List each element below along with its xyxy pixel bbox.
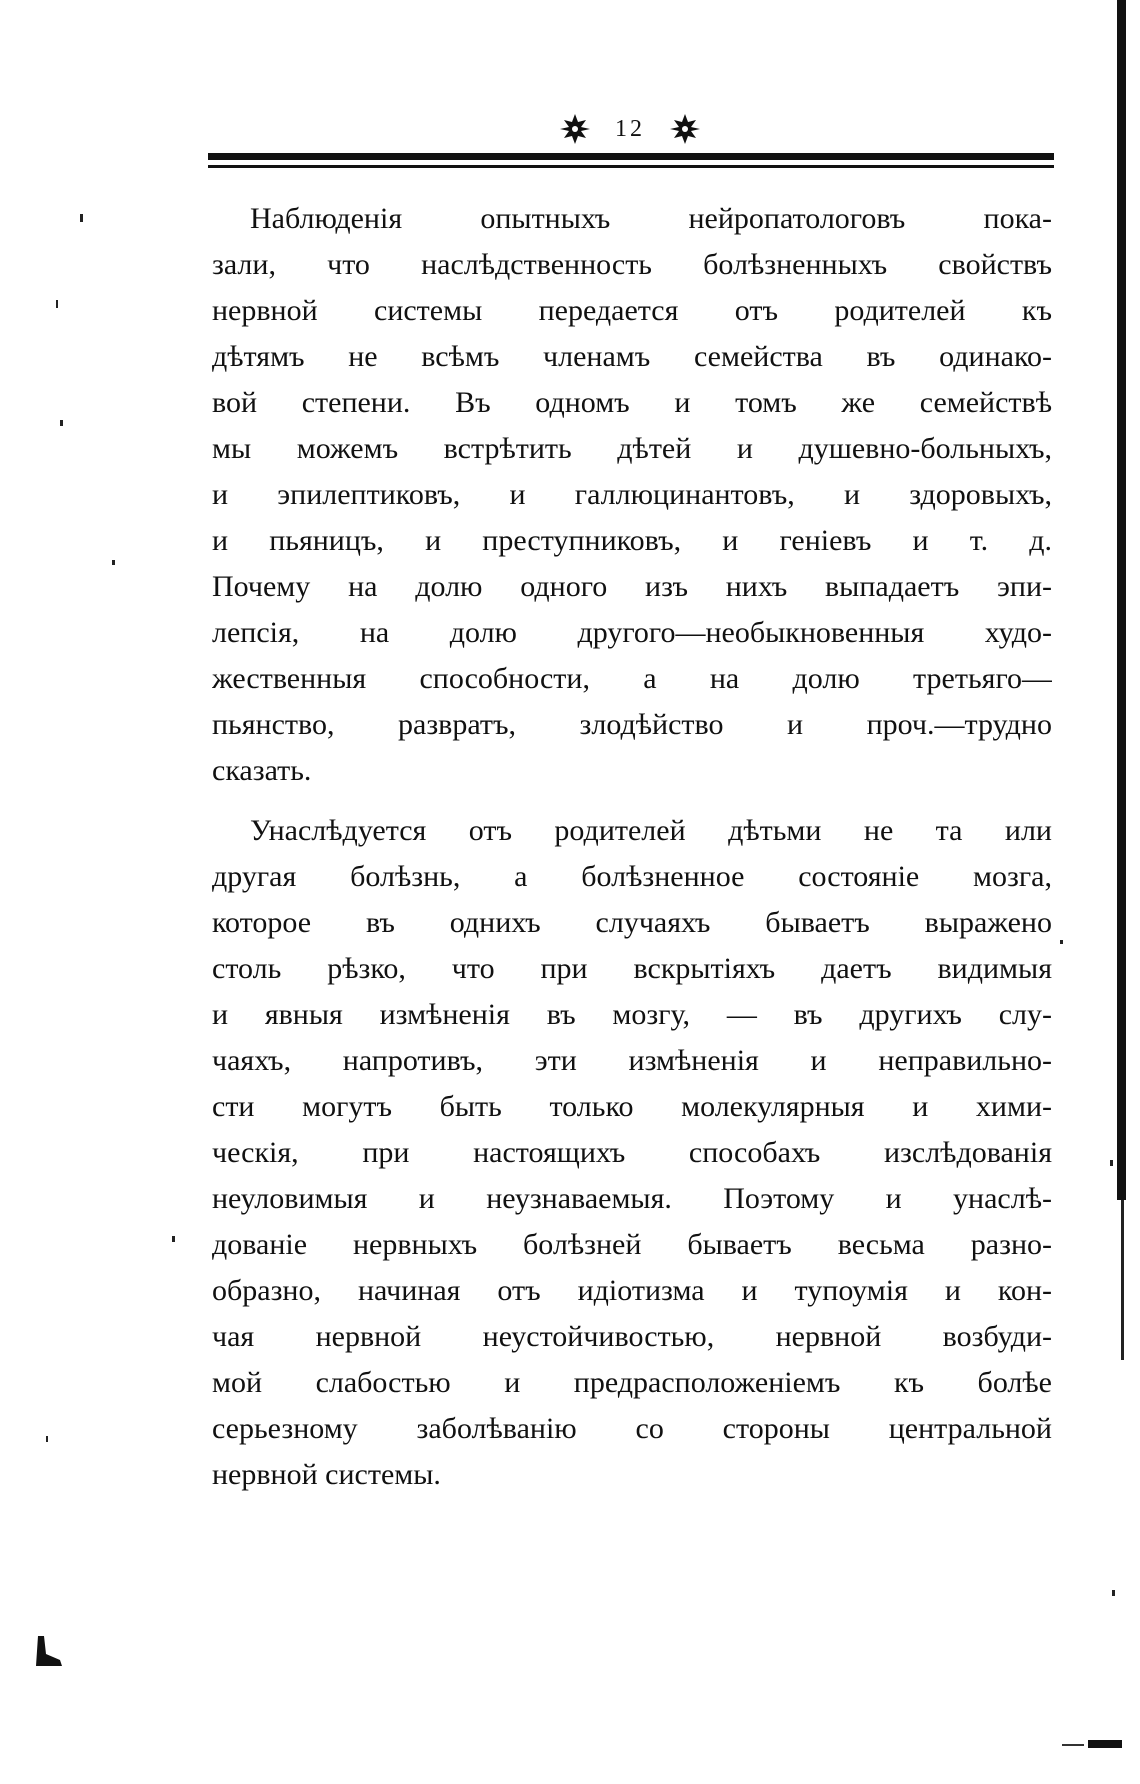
scan-speck: [80, 214, 83, 222]
scan-speck: [1060, 940, 1063, 944]
scan-speck: [1110, 1160, 1113, 1166]
scan-speck: [56, 300, 58, 308]
text-line: пьянство, развратъ, злодѣйство и проч.—трудно: [212, 708, 1052, 741]
paragraph-2: [212, 808, 1052, 1498]
text-line: чая нервной неустойчивостью, нервной возбуди-: [212, 1320, 1052, 1353]
text-line: дѣтямъ не всѣмъ членамъ семейства въ одинако-: [212, 340, 1052, 373]
page-number: 12: [615, 115, 645, 142]
fleuron-right-icon: [668, 112, 702, 146]
paragraph-1: [212, 196, 1052, 794]
scan-speck: [1112, 1590, 1115, 1596]
text-line: мы можемъ встрѣтить дѣтей и душевно-больныхъ,: [212, 432, 1052, 465]
text-line: нервной системы передается отъ родителей къ: [212, 294, 1052, 327]
fleuron-left-icon: [558, 112, 592, 146]
text-line: и пьяницъ, и преступниковъ, и геніевъ и т. д.: [212, 524, 1052, 557]
scan-speck: [46, 1436, 48, 1442]
scan-corner-mark: [36, 1636, 62, 1666]
text-line: столь рѣзко, что при вскрытіяхъ даетъ видимыя: [212, 952, 1052, 985]
text-line: которое въ однихъ случаяхъ бываетъ выражено: [212, 906, 1052, 939]
text-line: неуловимыя и неузнаваемыя. Поэтому и унаслѣ-: [212, 1182, 1052, 1215]
text-line: ческія, при настоящихъ способахъ изслѣдованія: [212, 1136, 1052, 1169]
scan-edge-right: [1117, 0, 1126, 1200]
text-line: чаяхъ, напротивъ, эти измѣненія и неправильно-: [212, 1044, 1052, 1077]
text-line: сказать.: [212, 754, 312, 787]
paragraph-gap: [212, 794, 1052, 808]
text-line: жественныя способности, а на долю третьяго—: [212, 662, 1052, 695]
text-line: Почему на долю одного изъ нихъ выпадаетъ эпи-: [212, 570, 1052, 603]
text-line: вой степени. Въ одномъ и томъ же семействѣ: [212, 386, 1052, 419]
text-line: зали, что наслѣдственность болѣзненныхъ свойствъ: [212, 248, 1052, 281]
body-text: [212, 196, 1052, 1498]
text-line: Наблюденія опытныхъ нейропатологовъ пока-: [250, 202, 1052, 235]
text-line: дованіе нервныхъ болѣзней бываетъ весьма разно-: [212, 1228, 1052, 1261]
text-line: Унаслѣдуется отъ родителей дѣтьми не та или: [250, 814, 1052, 847]
text-line: сти могутъ быть только молекулярныя и хими-: [212, 1090, 1052, 1123]
scan-bottom-mark: [1062, 1738, 1122, 1748]
scan-speck: [172, 1236, 175, 1242]
text-line: лепсія, на долю другого—необыкновенныя худо-: [212, 616, 1052, 649]
page-header: [210, 112, 1050, 152]
text-line: другая болѣзнь, а болѣзненное состояніе мозга,: [212, 860, 1052, 893]
scan-speck: [60, 420, 63, 426]
header-rule-thick: [208, 153, 1054, 160]
text-line: и эпилептиковъ, и галлюцинантовъ, и здоровыхъ,: [212, 478, 1052, 511]
scan-speck: [112, 560, 115, 565]
text-line: нервной системы.: [212, 1458, 441, 1491]
text-line: и явныя измѣненія въ мозгу, — въ другихъ слу-: [212, 998, 1052, 1031]
text-line: серьезному заболѣванію со стороны центральной: [212, 1412, 1052, 1445]
text-line: образно, начиная отъ идіотизма и тупоумія и кон-: [212, 1274, 1052, 1307]
header-rule-thin: [208, 165, 1054, 168]
scan-edge-right-lower: [1121, 1200, 1124, 1360]
text-line: мой слабостью и предрасположеніемъ къ болѣе: [212, 1366, 1052, 1399]
